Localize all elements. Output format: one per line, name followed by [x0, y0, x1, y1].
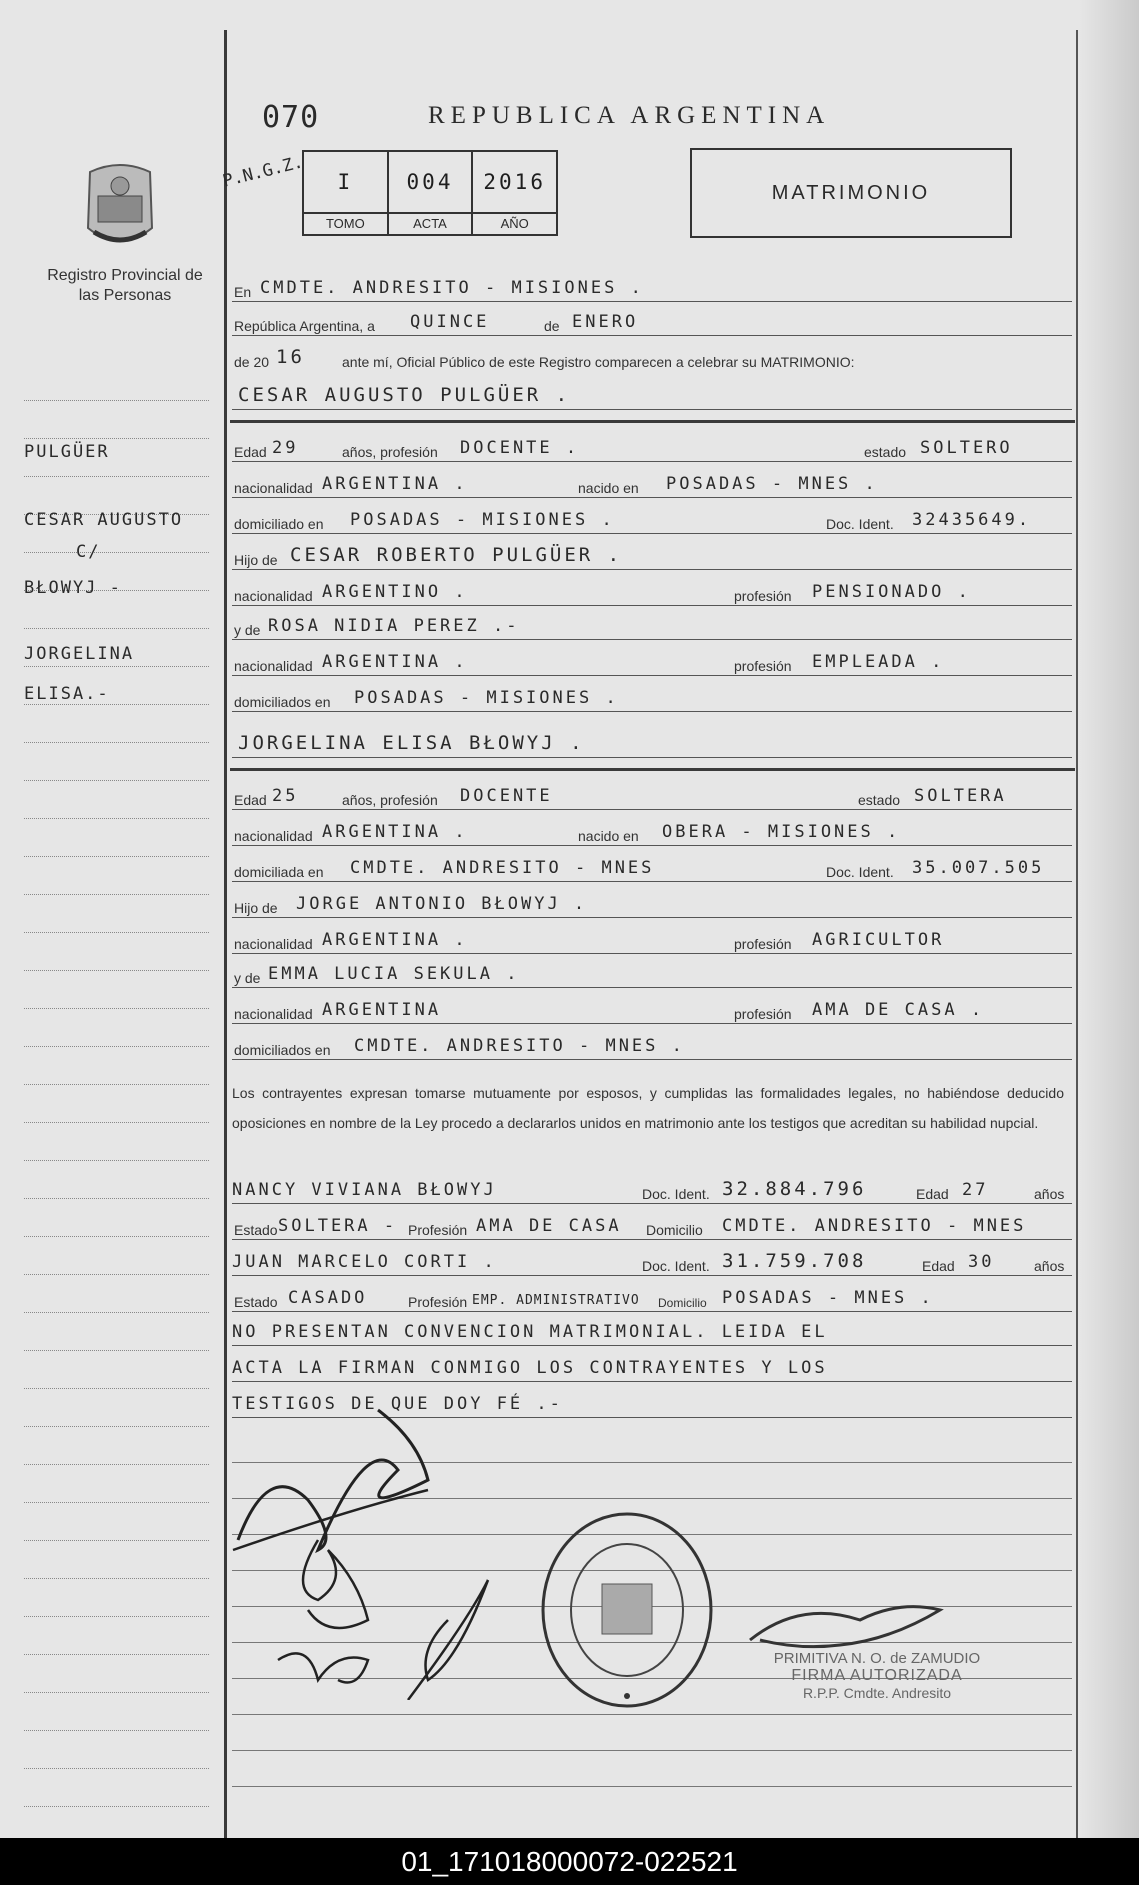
margin-ruled-line: [24, 400, 209, 401]
record-type-box: MATRIMONIO: [690, 148, 1012, 238]
margin-rule: [224, 30, 227, 1838]
margin-ruled-line: [24, 742, 209, 743]
day-value: QUINCE: [410, 312, 490, 332]
bride-domicile-row: domiciliada en CMDTE. ANDRESITO - MNES Doc. Ident. 35.007.505: [232, 854, 1072, 884]
signature-witness-2: [408, 1580, 488, 1700]
margin-ruled-line: [24, 1730, 209, 1731]
authority-title: FIRMA AUTORIZADA: [791, 1667, 963, 1684]
margin-ruled-line: [24, 1274, 209, 1275]
bride-father-row: Hijo de JORGE ANTONIO BŁOWYJ .: [232, 890, 1072, 920]
anio-value: 2016: [483, 170, 546, 194]
margin-ruled-line: [24, 1768, 209, 1769]
margin-ruled-line: [24, 1388, 209, 1389]
month-value: ENERO: [572, 312, 639, 332]
tomo-cell: [304, 152, 389, 234]
margin-note: JORGELINA: [24, 644, 135, 664]
acta-value: 004: [406, 170, 454, 194]
tomo-value: I: [337, 170, 354, 194]
provincial-emblem-icon: [80, 158, 160, 254]
margin-ruled-line: [24, 704, 209, 705]
register-box: [302, 150, 558, 236]
groom-name: CESAR AUGUSTO PULGÜER .: [238, 384, 571, 406]
margin-ruled-line: [24, 1502, 209, 1503]
anio-cell: [473, 152, 556, 234]
groom-domicile-row: domiciliado en POSADAS - MISIONES . Doc. Ident. 32435649.: [232, 506, 1072, 536]
witness-2-row: JUAN MARCELO CORTI . Doc. Ident. 31.759.708 Edad 30 años: [232, 1248, 1072, 1278]
margin-ruled-line: [24, 1122, 209, 1123]
body-ruled-line: [232, 1750, 1072, 1751]
margin-ruled-line: [24, 1160, 209, 1161]
margin-ruled-line: [24, 1616, 209, 1617]
bride-age-row: Edad 25 años, profesión DOCENTE estado SOLTERA: [232, 782, 1072, 812]
margin-note: C/: [76, 542, 101, 562]
authority-block: [742, 1650, 1012, 1701]
groom-name-row: [232, 382, 1072, 412]
page-number: 070: [262, 100, 320, 135]
signature-bride: [303, 1540, 368, 1628]
groom-father-details-row: nacionalidad ARGENTINO . profesión PENSIONADO .: [232, 578, 1072, 608]
witness-1-details-row: Estado SOLTERA - Profesión AMA DE CASA Domicilio CMDTE. ANDRESITO - MNES: [232, 1212, 1072, 1242]
witness-1-row: NANCY VIVIANA BŁOWYJ Doc. Ident. 32.884.796 Edad 27 años: [232, 1176, 1072, 1206]
margin-ruled-line: [24, 438, 209, 439]
margin-ruled-line: [24, 476, 209, 477]
margin-ruled-line: [24, 1464, 209, 1465]
margin-ruled-line: [24, 1046, 209, 1047]
groom-parents-domicile-row: domiciliados en POSADAS - MISIONES .: [232, 684, 1072, 714]
margin-ruled-line: [24, 1654, 209, 1655]
margin-ruled-line: [24, 1540, 209, 1541]
margin-ruled-line: [24, 1426, 209, 1427]
margin-ruled-line: [24, 932, 209, 933]
margin-ruled-line: [24, 1198, 209, 1199]
year-value: 16: [276, 346, 305, 368]
margin-note: ELISA.-: [24, 684, 110, 704]
closing-line-1: NO PRESENTAN CONVENCION MATRIMONIAL. LEIDA EL: [232, 1318, 1072, 1348]
margin-note: BŁOWYJ -: [24, 578, 122, 598]
margin-note: CESAR AUGUSTO: [24, 510, 184, 530]
place-row: En CMDTE. ANDRESITO - MISIONES .: [232, 274, 1072, 304]
bride-mother-row: y de EMMA LUCIA SEKULA .: [232, 960, 1072, 990]
corner-annotation: P.N.G.Z.: [220, 152, 306, 192]
margin-ruled-line: [24, 1084, 209, 1085]
margin-ruled-line: [24, 1350, 209, 1351]
official-seal-icon: [540, 1510, 715, 1710]
margin-ruled-line: [24, 1312, 209, 1313]
margin-ruled-line: [24, 818, 209, 819]
bride-father-details-row: nacionalidad ARGENTINA . profesión AGRICULTOR: [232, 926, 1072, 956]
margin-ruled-line: [24, 970, 209, 971]
bride-name: JORGELINA ELISA BŁOWYJ .: [238, 732, 585, 754]
body-ruled-line: [232, 1786, 1072, 1787]
closing-line-2: ACTA LA FIRMAN CONMIGO LOS CONTRAYENTES Y LOS: [232, 1354, 1072, 1384]
groom-nationality-row: nacionalidad ARGENTINA . nacido en POSADAS - MNES .: [232, 470, 1072, 500]
margin-ruled-line: [24, 1806, 209, 1807]
groom-father-row: Hijo de CESAR ROBERTO PULGÜER .: [232, 542, 1072, 572]
margin-ruled-line: [24, 1578, 209, 1579]
authority-name: PRIMITIVA N. O. de ZAMUDIO: [773, 1650, 981, 1667]
closing-line-3: TESTIGOS DE QUE DOY FÉ .-: [232, 1390, 1072, 1420]
margin-ruled-line: [24, 666, 209, 667]
margin-ruled-line: [24, 552, 209, 553]
bride-parents-domicile-row: domiciliados en CMDTE. ANDRESITO - MNES .: [232, 1032, 1072, 1062]
margin-note: PULGÜER: [24, 442, 110, 462]
signature-groom: [238, 1410, 428, 1550]
margin-ruled-line: [24, 894, 209, 895]
margin-ruled-line: [24, 780, 209, 781]
body-ruled-line: [232, 1714, 1072, 1715]
margin-ruled-line: [24, 1692, 209, 1693]
office-name: Registro Provincial de las Personas: [47, 267, 203, 304]
declaration-text: Los contrayentes expresan tomarse mutuamente por esposos, y cumplidas las formalidades legales, no habiéndose deducido oposiciones en nombre de la Ley procedo a declararlos unidos en matrimonio ante los testigos que acreditan su habilidad nupcial.: [232, 1085, 1064, 1131]
margin-ruled-line: [24, 856, 209, 857]
date-row: República Argentina, a QUINCE de ENERO: [232, 308, 1072, 338]
groom-mother-row: y de ROSA NIDIA PEREZ .-: [232, 612, 1072, 642]
margin-ruled-line: [24, 628, 209, 629]
bride-mother-details-row: nacionalidad ARGENTINA profesión AMA DE CASA .: [232, 996, 1072, 1026]
bride-nationality-row: nacionalidad ARGENTINA . nacido en OBERA - MISIONES .: [232, 818, 1072, 848]
witness-2-details-row: Estado CASADO Profesión EMP. ADMINISTRATIVO Domicilio POSADAS - MNES .: [232, 1284, 1072, 1314]
acta-label: ACTA: [389, 212, 472, 234]
acta-cell: [389, 152, 474, 234]
footer-code: 01_171018000072-022521: [0, 1838, 1139, 1885]
margin-ruled-line: [24, 1008, 209, 1009]
groom-age-row: Edad 29 años, profesión DOCENTE . estado SOLTERO: [232, 434, 1072, 464]
margin-ruled-line: [24, 1236, 209, 1237]
authority-office: R.P.P. Cmdte. Andresito: [802, 1685, 952, 1701]
anio-label: AÑO: [473, 212, 556, 234]
document-title: REPUBLICA ARGENTINA: [428, 102, 831, 129]
right-rule: [1076, 30, 1078, 1838]
groom-mother-details-row: nacionalidad ARGENTINA . profesión EMPLEADA .: [232, 648, 1072, 678]
signature-witness-1: [278, 1653, 368, 1682]
year-row: de 20 16 ante mí, Oficial Público de este Registro comparecen a celebrar su MATRIMONIO:: [234, 346, 855, 370]
bride-name-row: [232, 730, 1072, 760]
tomo-label: TOMO: [304, 212, 387, 234]
place-value: CMDTE. ANDRESITO - MISIONES .: [260, 278, 644, 298]
